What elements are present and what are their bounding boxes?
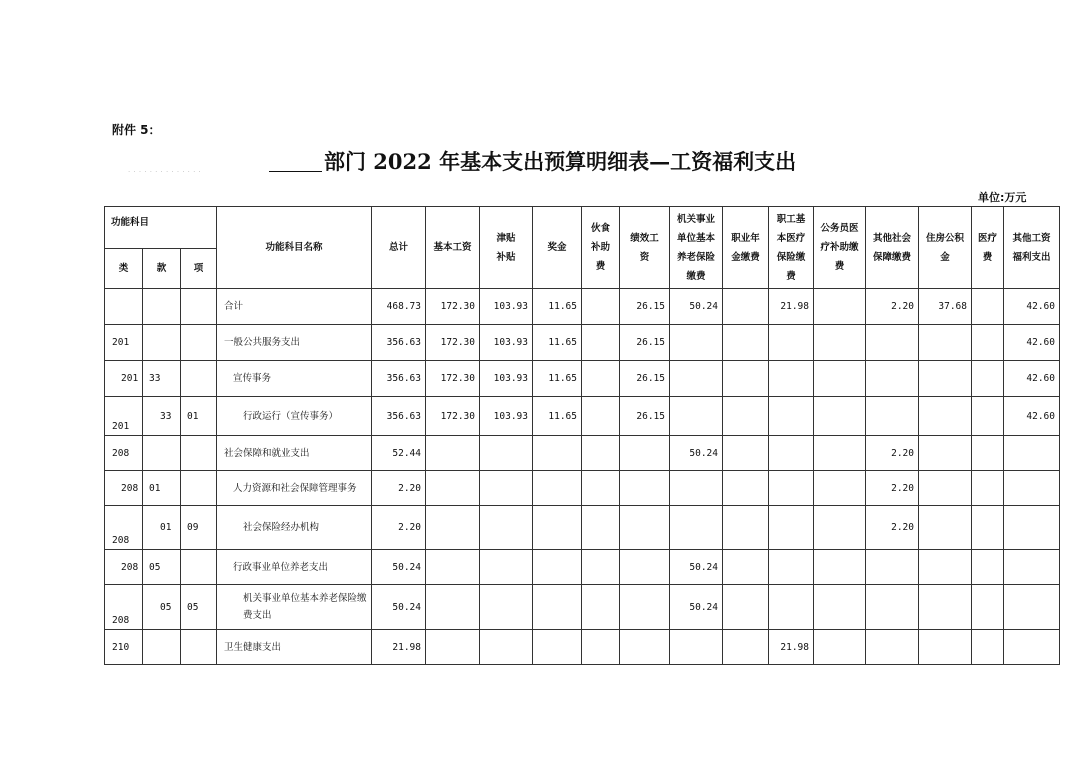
cell-total: 21.98 [372, 630, 426, 665]
table-row [105, 325, 1060, 361]
cell-medical-insurance [769, 585, 814, 630]
cell-other-welfare: 42.60 [1004, 361, 1060, 397]
cell-other-social-security [866, 585, 919, 630]
cell-lei: 208 [105, 550, 143, 585]
cell-lei [105, 289, 143, 325]
header-basic-salary: 基本工资 [426, 207, 480, 289]
cell-total: 356.63 [372, 361, 426, 397]
cell-civil-servant-medical [814, 436, 866, 471]
cell-meal-subsidy [582, 325, 620, 361]
cell-medical-insurance [769, 471, 814, 506]
table-header [105, 207, 1060, 289]
cell-meal-subsidy [582, 630, 620, 665]
cell-other-social-security [866, 325, 919, 361]
table-row [105, 550, 1060, 585]
table-row [105, 361, 1060, 397]
cell-performance-pay: 26.15 [620, 289, 670, 325]
cell-kuan [143, 630, 181, 665]
cell-annuity [723, 506, 769, 550]
cell-performance-pay [620, 436, 670, 471]
cell-xiang: 05 [181, 585, 217, 630]
cell-medical-insurance [769, 397, 814, 436]
cell-meal-subsidy [582, 361, 620, 397]
cell-other-social-security [866, 361, 919, 397]
cell-pension-insurance [670, 361, 723, 397]
cell-civil-servant-medical [814, 550, 866, 585]
cell-total: 50.24 [372, 550, 426, 585]
cell-civil-servant-medical [814, 397, 866, 436]
table-row [105, 397, 1060, 436]
cell-bonus: 11.65 [533, 325, 582, 361]
cell-total: 2.20 [372, 471, 426, 506]
cell-allowance [480, 471, 533, 506]
table-row [105, 585, 1060, 630]
cell-bonus: 11.65 [533, 289, 582, 325]
table-row [105, 471, 1060, 506]
cell-meal-subsidy [582, 436, 620, 471]
cell-bonus [533, 585, 582, 630]
cell-allowance [480, 585, 533, 630]
cell-civil-servant-medical [814, 506, 866, 550]
cell-annuity [723, 361, 769, 397]
header-allowance: 津贴补贴 [480, 207, 533, 289]
cell-basic-salary [426, 630, 480, 665]
cell-bonus [533, 471, 582, 506]
cell-kuan: 05 [143, 585, 181, 630]
header-kuan: 款 [143, 249, 181, 289]
cell-housing-fund [919, 361, 972, 397]
cell-meal-subsidy [582, 397, 620, 436]
cell-allowance: 103.93 [480, 397, 533, 436]
cell-medical-fee [972, 630, 1004, 665]
cell-other-social-security: 2.20 [866, 506, 919, 550]
header-bonus: 奖金 [533, 207, 582, 289]
cell-other-welfare: 42.60 [1004, 289, 1060, 325]
cell-lei: 210 [105, 630, 143, 665]
header-lei: 类 [105, 249, 143, 289]
cell-lei: 208 [105, 585, 143, 630]
cell-performance-pay [620, 585, 670, 630]
header-total: 总计 [372, 207, 426, 289]
cell-xiang [181, 550, 217, 585]
cell-other-welfare [1004, 585, 1060, 630]
cell-total: 356.63 [372, 397, 426, 436]
cell-kuan: 01 [143, 471, 181, 506]
cell-other-social-security [866, 397, 919, 436]
cell-kuan: 01 [143, 506, 181, 550]
header-housing-fund: 住房公积金 [919, 207, 972, 289]
cell-name: 机关事业单位基本养老保险缴费支出 [217, 585, 372, 630]
cell-medical-fee [972, 397, 1004, 436]
cell-housing-fund [919, 630, 972, 665]
cell-pension-insurance [670, 325, 723, 361]
cell-basic-salary: 172.30 [426, 361, 480, 397]
header-other-welfare: 其他工资福利支出 [1004, 207, 1060, 289]
cell-performance-pay [620, 506, 670, 550]
cell-pension-insurance [670, 397, 723, 436]
cell-basic-salary [426, 471, 480, 506]
cell-other-welfare [1004, 471, 1060, 506]
cell-meal-subsidy [582, 471, 620, 506]
cell-xiang [181, 630, 217, 665]
cell-bonus: 11.65 [533, 361, 582, 397]
cell-allowance [480, 630, 533, 665]
table-row [105, 506, 1060, 550]
header-function-subject: 功能科目 [105, 207, 217, 249]
cell-medical-fee [972, 550, 1004, 585]
table-row [105, 436, 1060, 471]
cell-other-welfare [1004, 550, 1060, 585]
cell-name: 社会保障和就业支出 [217, 436, 372, 471]
department-blank-line [269, 171, 322, 172]
cell-allowance [480, 550, 533, 585]
unit-label: 单位:万元 [978, 191, 1027, 204]
cell-allowance [480, 436, 533, 471]
cell-name: 社会保险经办机构 [217, 506, 372, 550]
cell-medical-insurance [769, 550, 814, 585]
attachment-label: 附件 5： [112, 123, 161, 137]
cell-pension-insurance: 50.24 [670, 585, 723, 630]
header-other-social-security: 其他社会保障缴费 [866, 207, 919, 289]
cell-meal-subsidy [582, 289, 620, 325]
cell-performance-pay [620, 471, 670, 506]
cell-civil-servant-medical [814, 325, 866, 361]
cell-xiang: 09 [181, 506, 217, 550]
cell-medical-fee [972, 471, 1004, 506]
cell-medical-fee [972, 289, 1004, 325]
cell-medical-insurance [769, 325, 814, 361]
cell-medical-fee [972, 361, 1004, 397]
header-function-name: 功能科目名称 [217, 207, 372, 289]
cell-annuity [723, 325, 769, 361]
cell-kuan: 33 [143, 397, 181, 436]
cell-medical-insurance [769, 506, 814, 550]
cell-other-social-security: 2.20 [866, 436, 919, 471]
cell-performance-pay [620, 550, 670, 585]
cell-housing-fund [919, 550, 972, 585]
header-medical-fee: 医疗费 [972, 207, 1004, 289]
header-meal-subsidy: 伙食补助费 [582, 207, 620, 289]
cell-housing-fund [919, 471, 972, 506]
cell-total: 52.44 [372, 436, 426, 471]
cell-meal-subsidy [582, 585, 620, 630]
cell-annuity [723, 585, 769, 630]
cell-performance-pay: 26.15 [620, 397, 670, 436]
cell-annuity [723, 550, 769, 585]
cell-total: 50.24 [372, 585, 426, 630]
header-pension-insurance: 机关事业单位基本养老保险缴费 [670, 207, 723, 289]
cell-kuan: 33 [143, 361, 181, 397]
cell-medical-fee [972, 436, 1004, 471]
cell-pension-insurance [670, 471, 723, 506]
cell-name: 人力资源和社会保障管理事务 [217, 471, 372, 506]
table-row [105, 289, 1060, 325]
cell-kuan [143, 436, 181, 471]
cell-other-welfare [1004, 436, 1060, 471]
cell-name: 行政事业单位养老支出 [217, 550, 372, 585]
cell-xiang [181, 361, 217, 397]
budget-table [104, 206, 1060, 665]
cell-pension-insurance: 50.24 [670, 289, 723, 325]
cell-housing-fund [919, 325, 972, 361]
cell-performance-pay: 26.15 [620, 361, 670, 397]
cell-bonus [533, 436, 582, 471]
cell-medical-insurance: 21.98 [769, 289, 814, 325]
cell-xiang [181, 436, 217, 471]
cell-housing-fund: 37.68 [919, 289, 972, 325]
cell-bonus: 11.65 [533, 397, 582, 436]
cell-lei: 208 [105, 436, 143, 471]
cell-basic-salary [426, 436, 480, 471]
cell-bonus [533, 550, 582, 585]
cell-pension-insurance: 50.24 [670, 550, 723, 585]
cell-basic-salary [426, 585, 480, 630]
cell-annuity [723, 289, 769, 325]
cell-name: 行政运行（宣传事务） [217, 397, 372, 436]
cell-other-welfare [1004, 506, 1060, 550]
cell-housing-fund [919, 397, 972, 436]
cell-medical-insurance [769, 436, 814, 471]
cell-other-welfare: 42.60 [1004, 397, 1060, 436]
cell-civil-servant-medical [814, 471, 866, 506]
cell-medical-fee [972, 506, 1004, 550]
cell-lei: 201 [105, 325, 143, 361]
cell-other-social-security: 2.20 [866, 289, 919, 325]
cell-lei: 201 [105, 361, 143, 397]
cell-annuity [723, 471, 769, 506]
cell-total: 2.20 [372, 506, 426, 550]
cell-kuan [143, 325, 181, 361]
cell-civil-servant-medical [814, 630, 866, 665]
cell-basic-salary [426, 506, 480, 550]
cell-other-social-security [866, 550, 919, 585]
cell-kuan [143, 289, 181, 325]
cell-performance-pay: 26.15 [620, 325, 670, 361]
cell-bonus [533, 630, 582, 665]
cell-kuan: 05 [143, 550, 181, 585]
cell-annuity [723, 630, 769, 665]
cell-other-social-security: 2.20 [866, 471, 919, 506]
cell-total: 356.63 [372, 325, 426, 361]
cell-performance-pay [620, 630, 670, 665]
cell-civil-servant-medical [814, 289, 866, 325]
cell-medical-insurance: 21.98 [769, 630, 814, 665]
cell-housing-fund [919, 585, 972, 630]
page-title: 部门 2022 年基本支出预算明细表—工资福利支出 [324, 149, 797, 174]
cell-housing-fund [919, 506, 972, 550]
cell-xiang [181, 471, 217, 506]
cell-allowance: 103.93 [480, 325, 533, 361]
cell-allowance: 103.93 [480, 361, 533, 397]
cell-lei: 208 [105, 506, 143, 550]
header-xiang: 项 [181, 249, 217, 289]
cell-pension-insurance [670, 630, 723, 665]
cell-basic-salary [426, 550, 480, 585]
cell-lei: 208 [105, 471, 143, 506]
header-annuity: 职业年金缴费 [723, 207, 769, 289]
cell-annuity [723, 397, 769, 436]
title-row [128, 146, 928, 176]
cell-name: 合计 [217, 289, 372, 325]
cell-name: 宣传事务 [217, 361, 372, 397]
cell-medical-fee [972, 325, 1004, 361]
cell-basic-salary: 172.30 [426, 325, 480, 361]
cell-allowance: 103.93 [480, 289, 533, 325]
cell-lei: 201 [105, 397, 143, 436]
cell-basic-salary: 172.30 [426, 397, 480, 436]
cell-medical-insurance [769, 361, 814, 397]
cell-xiang: 01 [181, 397, 217, 436]
cell-xiang [181, 289, 217, 325]
cell-medical-fee [972, 585, 1004, 630]
dotted-leader: ·············· [128, 168, 204, 176]
cell-civil-servant-medical [814, 585, 866, 630]
cell-name: 一般公共服务支出 [217, 325, 372, 361]
cell-pension-insurance: 50.24 [670, 436, 723, 471]
cell-annuity [723, 436, 769, 471]
cell-bonus [533, 506, 582, 550]
header-civil-servant-medical: 公务员医疗补助缴费 [814, 207, 866, 289]
cell-other-welfare: 42.60 [1004, 325, 1060, 361]
cell-pension-insurance [670, 506, 723, 550]
cell-name: 卫生健康支出 [217, 630, 372, 665]
cell-other-welfare [1004, 630, 1060, 665]
cell-meal-subsidy [582, 506, 620, 550]
cell-basic-salary: 172.30 [426, 289, 480, 325]
cell-housing-fund [919, 436, 972, 471]
header-performance-pay: 绩效工资 [620, 207, 670, 289]
cell-allowance [480, 506, 533, 550]
table-row [105, 630, 1060, 665]
cell-xiang [181, 325, 217, 361]
cell-meal-subsidy [582, 550, 620, 585]
header-medical-insurance: 职工基本医疗保险缴费 [769, 207, 814, 289]
cell-total: 468.73 [372, 289, 426, 325]
cell-other-social-security [866, 630, 919, 665]
cell-civil-servant-medical [814, 361, 866, 397]
